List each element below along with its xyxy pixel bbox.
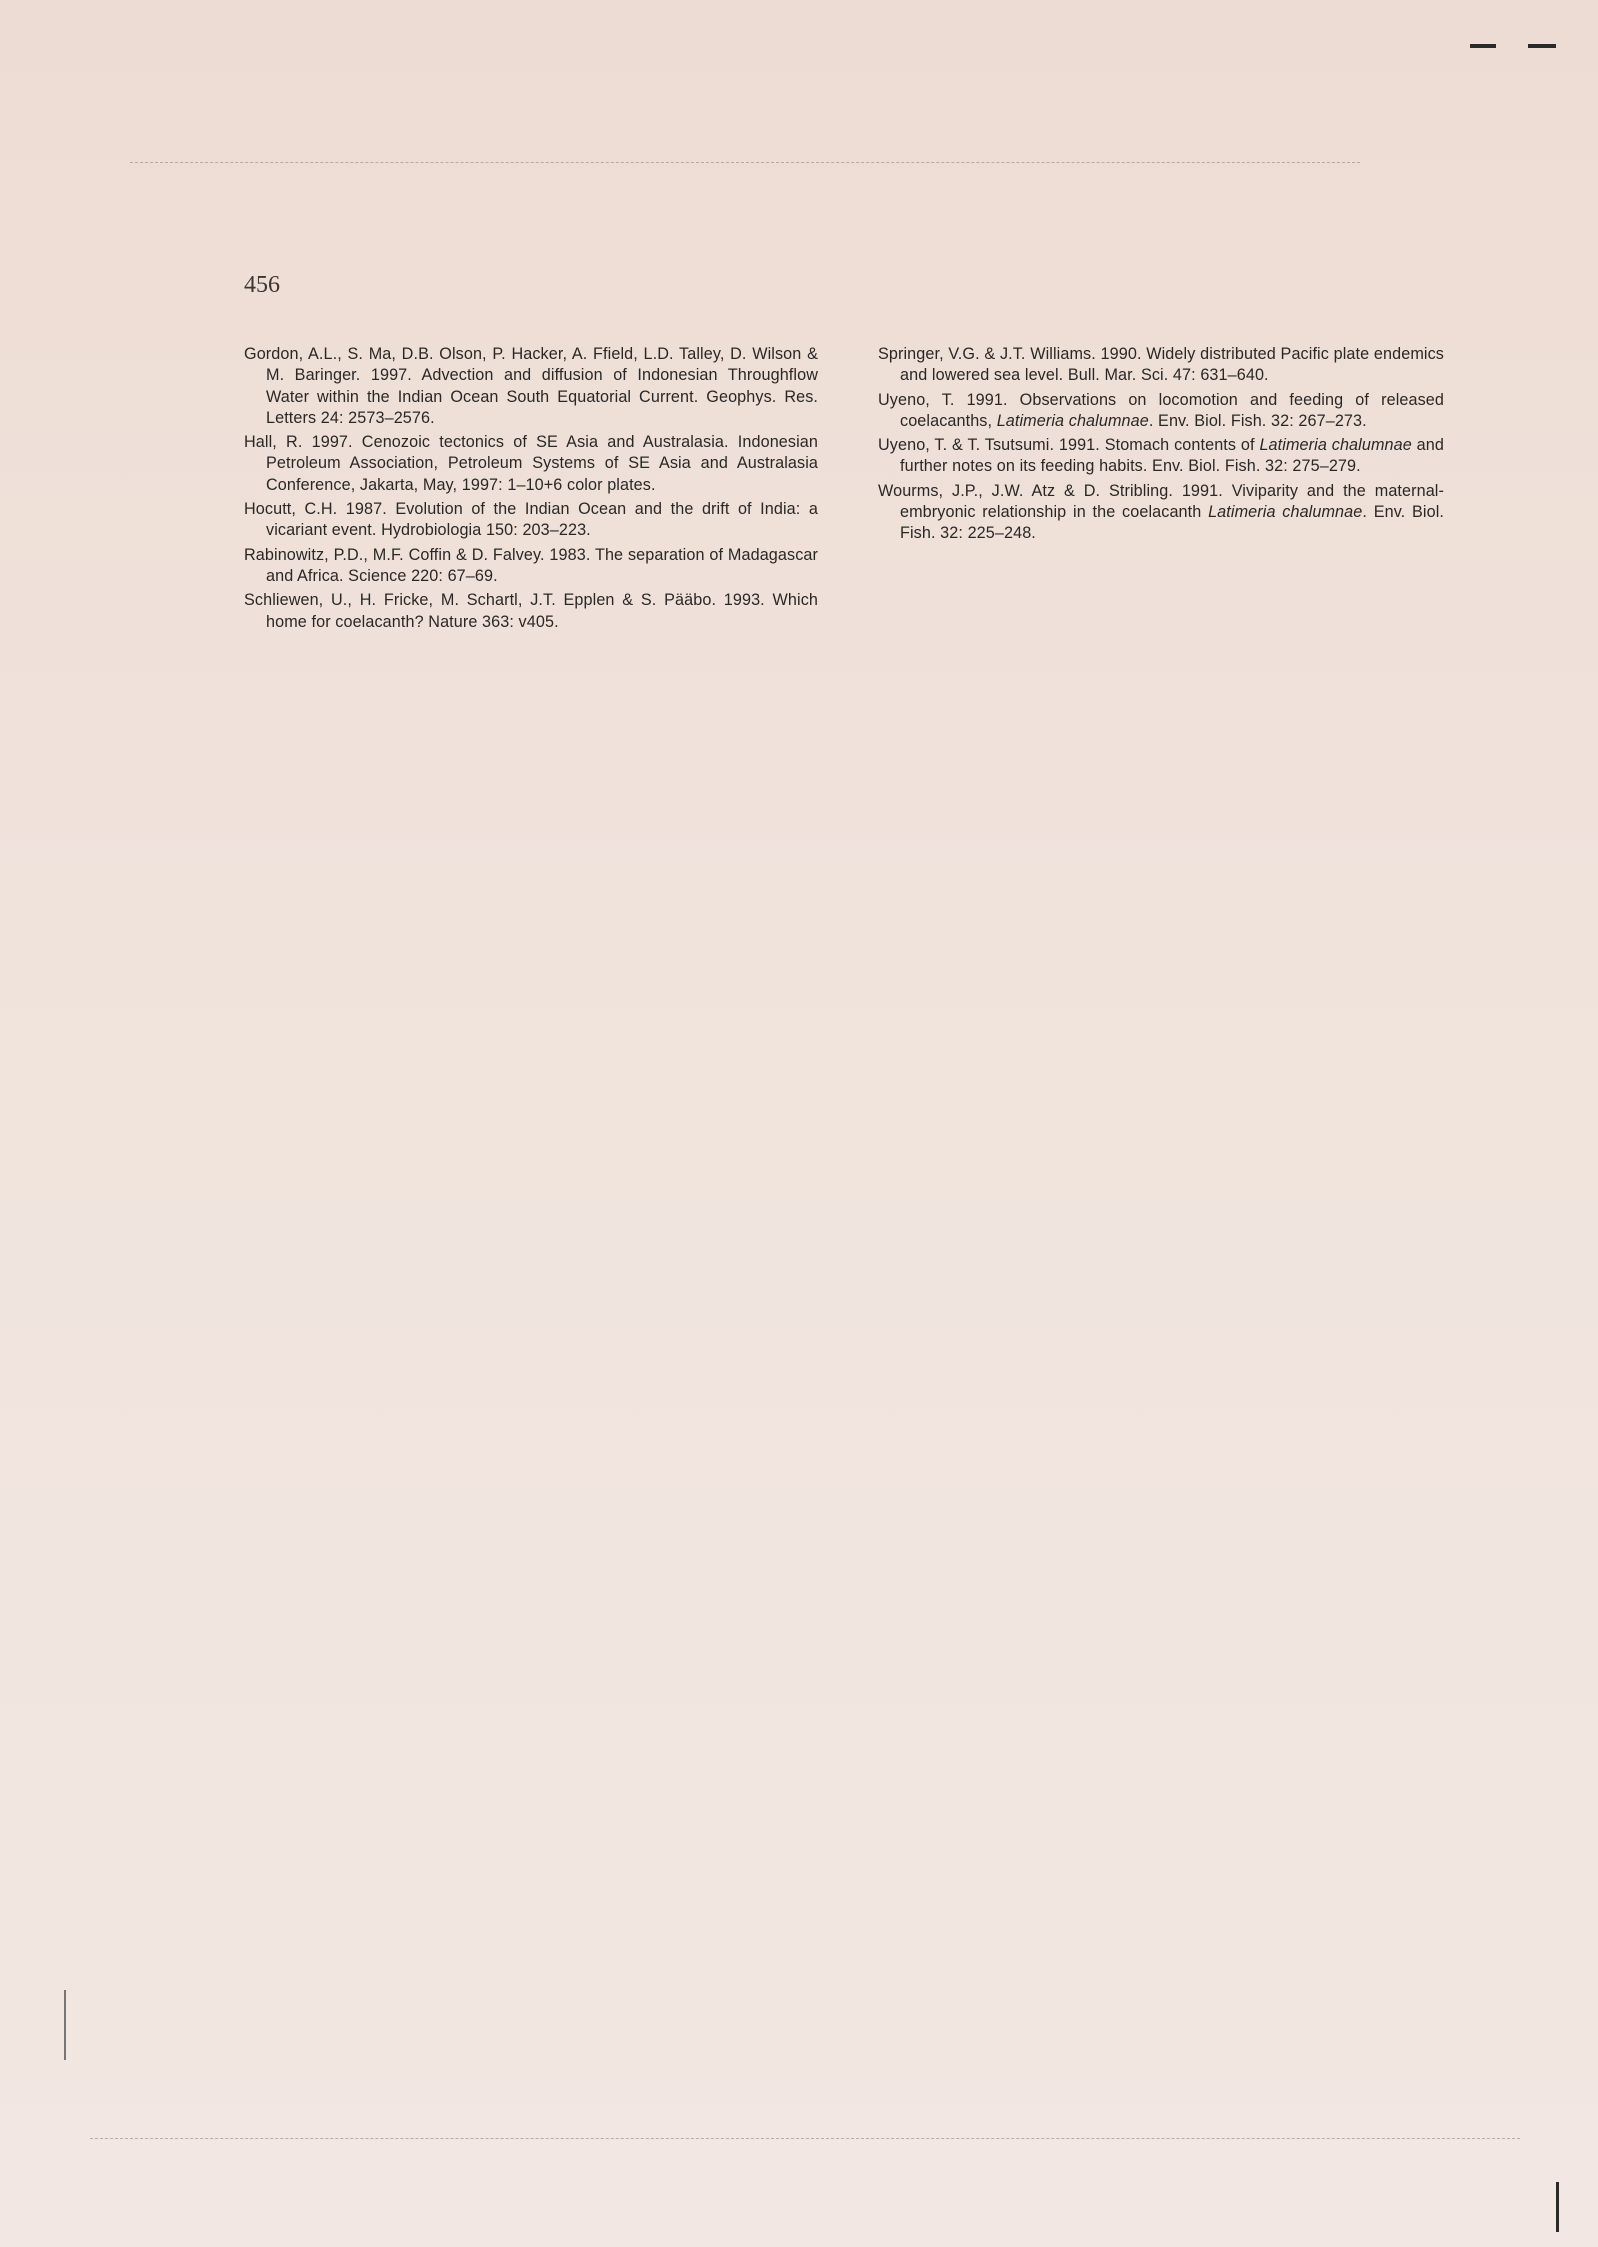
reference-entry — [878, 481, 1444, 545]
reference-text: Uyeno, T. & T. Tsutsumi. 1991. Stomach contents of — [878, 436, 1260, 455]
reference-entry — [878, 390, 1444, 433]
reference-entry — [878, 435, 1444, 478]
species-name: Latimeria chalumnae — [996, 411, 1149, 430]
reference-entry — [878, 344, 1444, 387]
reference-text: Springer, V.G. & J.T. Williams. 1990. Widely distributed Pacific plate endemics and lowered sea level. Bull. Mar. Sci. 47: 631–640. — [878, 345, 1444, 385]
reference-text: . Env. Biol. Fish. 32: 225–248. — [900, 503, 1444, 543]
reference-entry: Gordon, A.L., S. Ma, D.B. Olson, P. Hacker, A. Ffield, L.D. Talley, D. Wilson & M. Baringer. 1997. Advection and diffusion of Indonesian Throughflow Water within the Indian Ocean South Equatorial Current. Geophys. Res. Letters 24: 2573–2576. — [244, 345, 818, 427]
scan-mark-bottom-right — [1556, 2182, 1559, 2232]
reference-text: Uyeno, T. 1991. Observations on locomotion and feeding of released coelacanths, — [878, 390, 1444, 430]
reference-text: and further notes on its feeding habits. Env. Biol. Fish. 32: 275–279. — [900, 436, 1444, 476]
species-name: Latimeria chalumnae — [1208, 503, 1363, 522]
reference-entry: Rabinowitz, P.D., M.F. Coffin & D. Falvey. 1983. The separation of Madagascar and Africa. Science 220: 67–69. — [244, 545, 818, 585]
page-number: 456 — [244, 272, 280, 298]
reference-entry: Schliewen, U., H. Fricke, M. Schartl, J.T. Epplen & S. Pääbo. 1993. Which home for coelacanth? Nature 363: v405. — [244, 591, 818, 631]
scan-mark-top-right-1 — [1470, 44, 1496, 48]
scan-edge-bottom — [90, 2138, 1520, 2140]
references-column-left — [244, 344, 818, 636]
reference-entry: Hocutt, C.H. 1987. Evolution of the Indian Ocean and the drift of India: a vicariant event. Hydrobiologia 150: 203–223. — [244, 500, 818, 540]
reference-text: Wourms, J.P., J.W. Atz & D. Stribling. 1991. Viviparity and the maternal-embryonic relationship in the coelacanth — [878, 481, 1444, 522]
references-column-right — [878, 344, 1444, 548]
scan-mark-top-right-2 — [1528, 44, 1556, 48]
reference-entry: Hall, R. 1997. Cenozoic tectonics of SE Asia and Australasia. Indonesian Petroleum Association, Petroleum Systems of SE Asia and Australasia Conference, Jakarta, May, 1997: 1–10+6 color plates. — [244, 433, 818, 494]
reference-text: . Env. Biol. Fish. 32: 267–273. — [1148, 411, 1367, 430]
scan-edge-top — [130, 162, 1360, 164]
scan-mark-left-edge — [64, 1990, 66, 2060]
species-name: Latimeria chalumnae — [1259, 436, 1412, 455]
